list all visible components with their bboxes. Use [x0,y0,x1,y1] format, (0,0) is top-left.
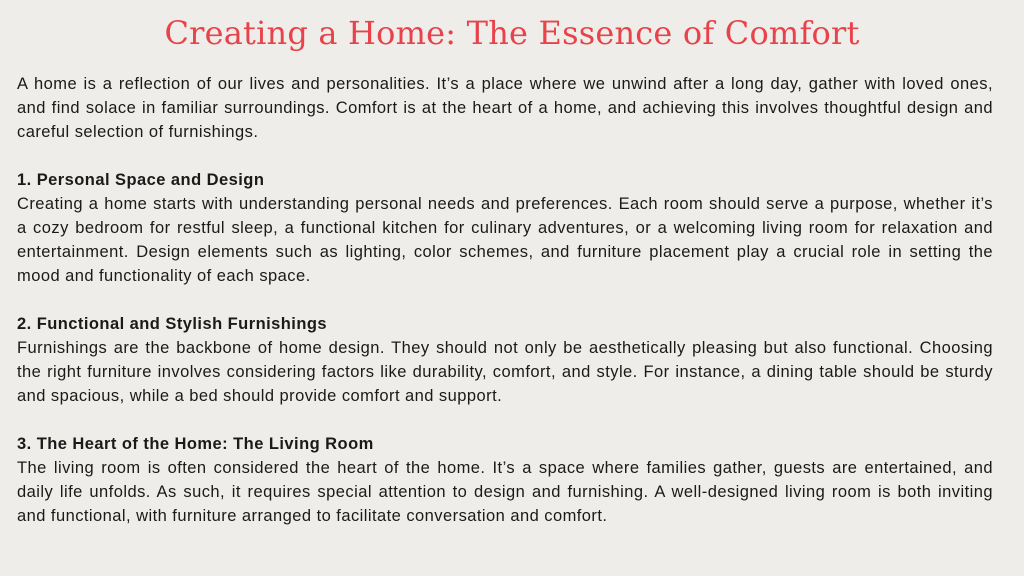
section-body: Creating a home starts with understanding personal needs and preferences. Each room should serve a purpose, whether it’s a cozy bedroom for restful sleep, a functional kitchen for culinary adventures, or a welcoming living room for relaxation and entertainment. Design elements such as lighting, color schemes, and furniture placement play a crucial role in setting the mood and functionality of each space. [17,195,993,285]
section-heading: 1. Personal Space and Design [17,171,265,189]
intro-paragraph: A home is a reflection of our lives and personalities. It’s a place where we unwind after a long day, gather with loved ones, and find solace in familiar surroundings. Comfort is at the heart of a home, and achieving this involves thoughtful design and careful selection of furnishings. [17,75,993,141]
article-body [17,72,993,528]
section-personal-space [17,168,993,288]
section-living-room [17,432,993,528]
section-body: Furnishings are the backbone of home design. They should not only be aesthetically pleasing but also functional. Choosing the right furniture involves considering factors like durability, comfort, and style. For instance, a dining table should be sturdy and spacious, while a bed should provide comfort and support. [17,339,993,405]
section-heading: 2. Functional and Stylish Furnishings [17,315,328,333]
section-body: The living room is often considered the heart of the home. It’s a space where families gather, guests are entertained, and daily life unfolds. As such, it requires special attention to design and furnishing. A well-designed living room is both inviting and functional, with furniture arranged to facilitate conversation and comfort. [17,459,993,525]
page-title: Creating a Home: The Essence of Comfort [164,14,860,52]
section-furnishings [17,312,993,408]
section-heading: 3. The Heart of the Home: The Living Room [17,435,374,453]
